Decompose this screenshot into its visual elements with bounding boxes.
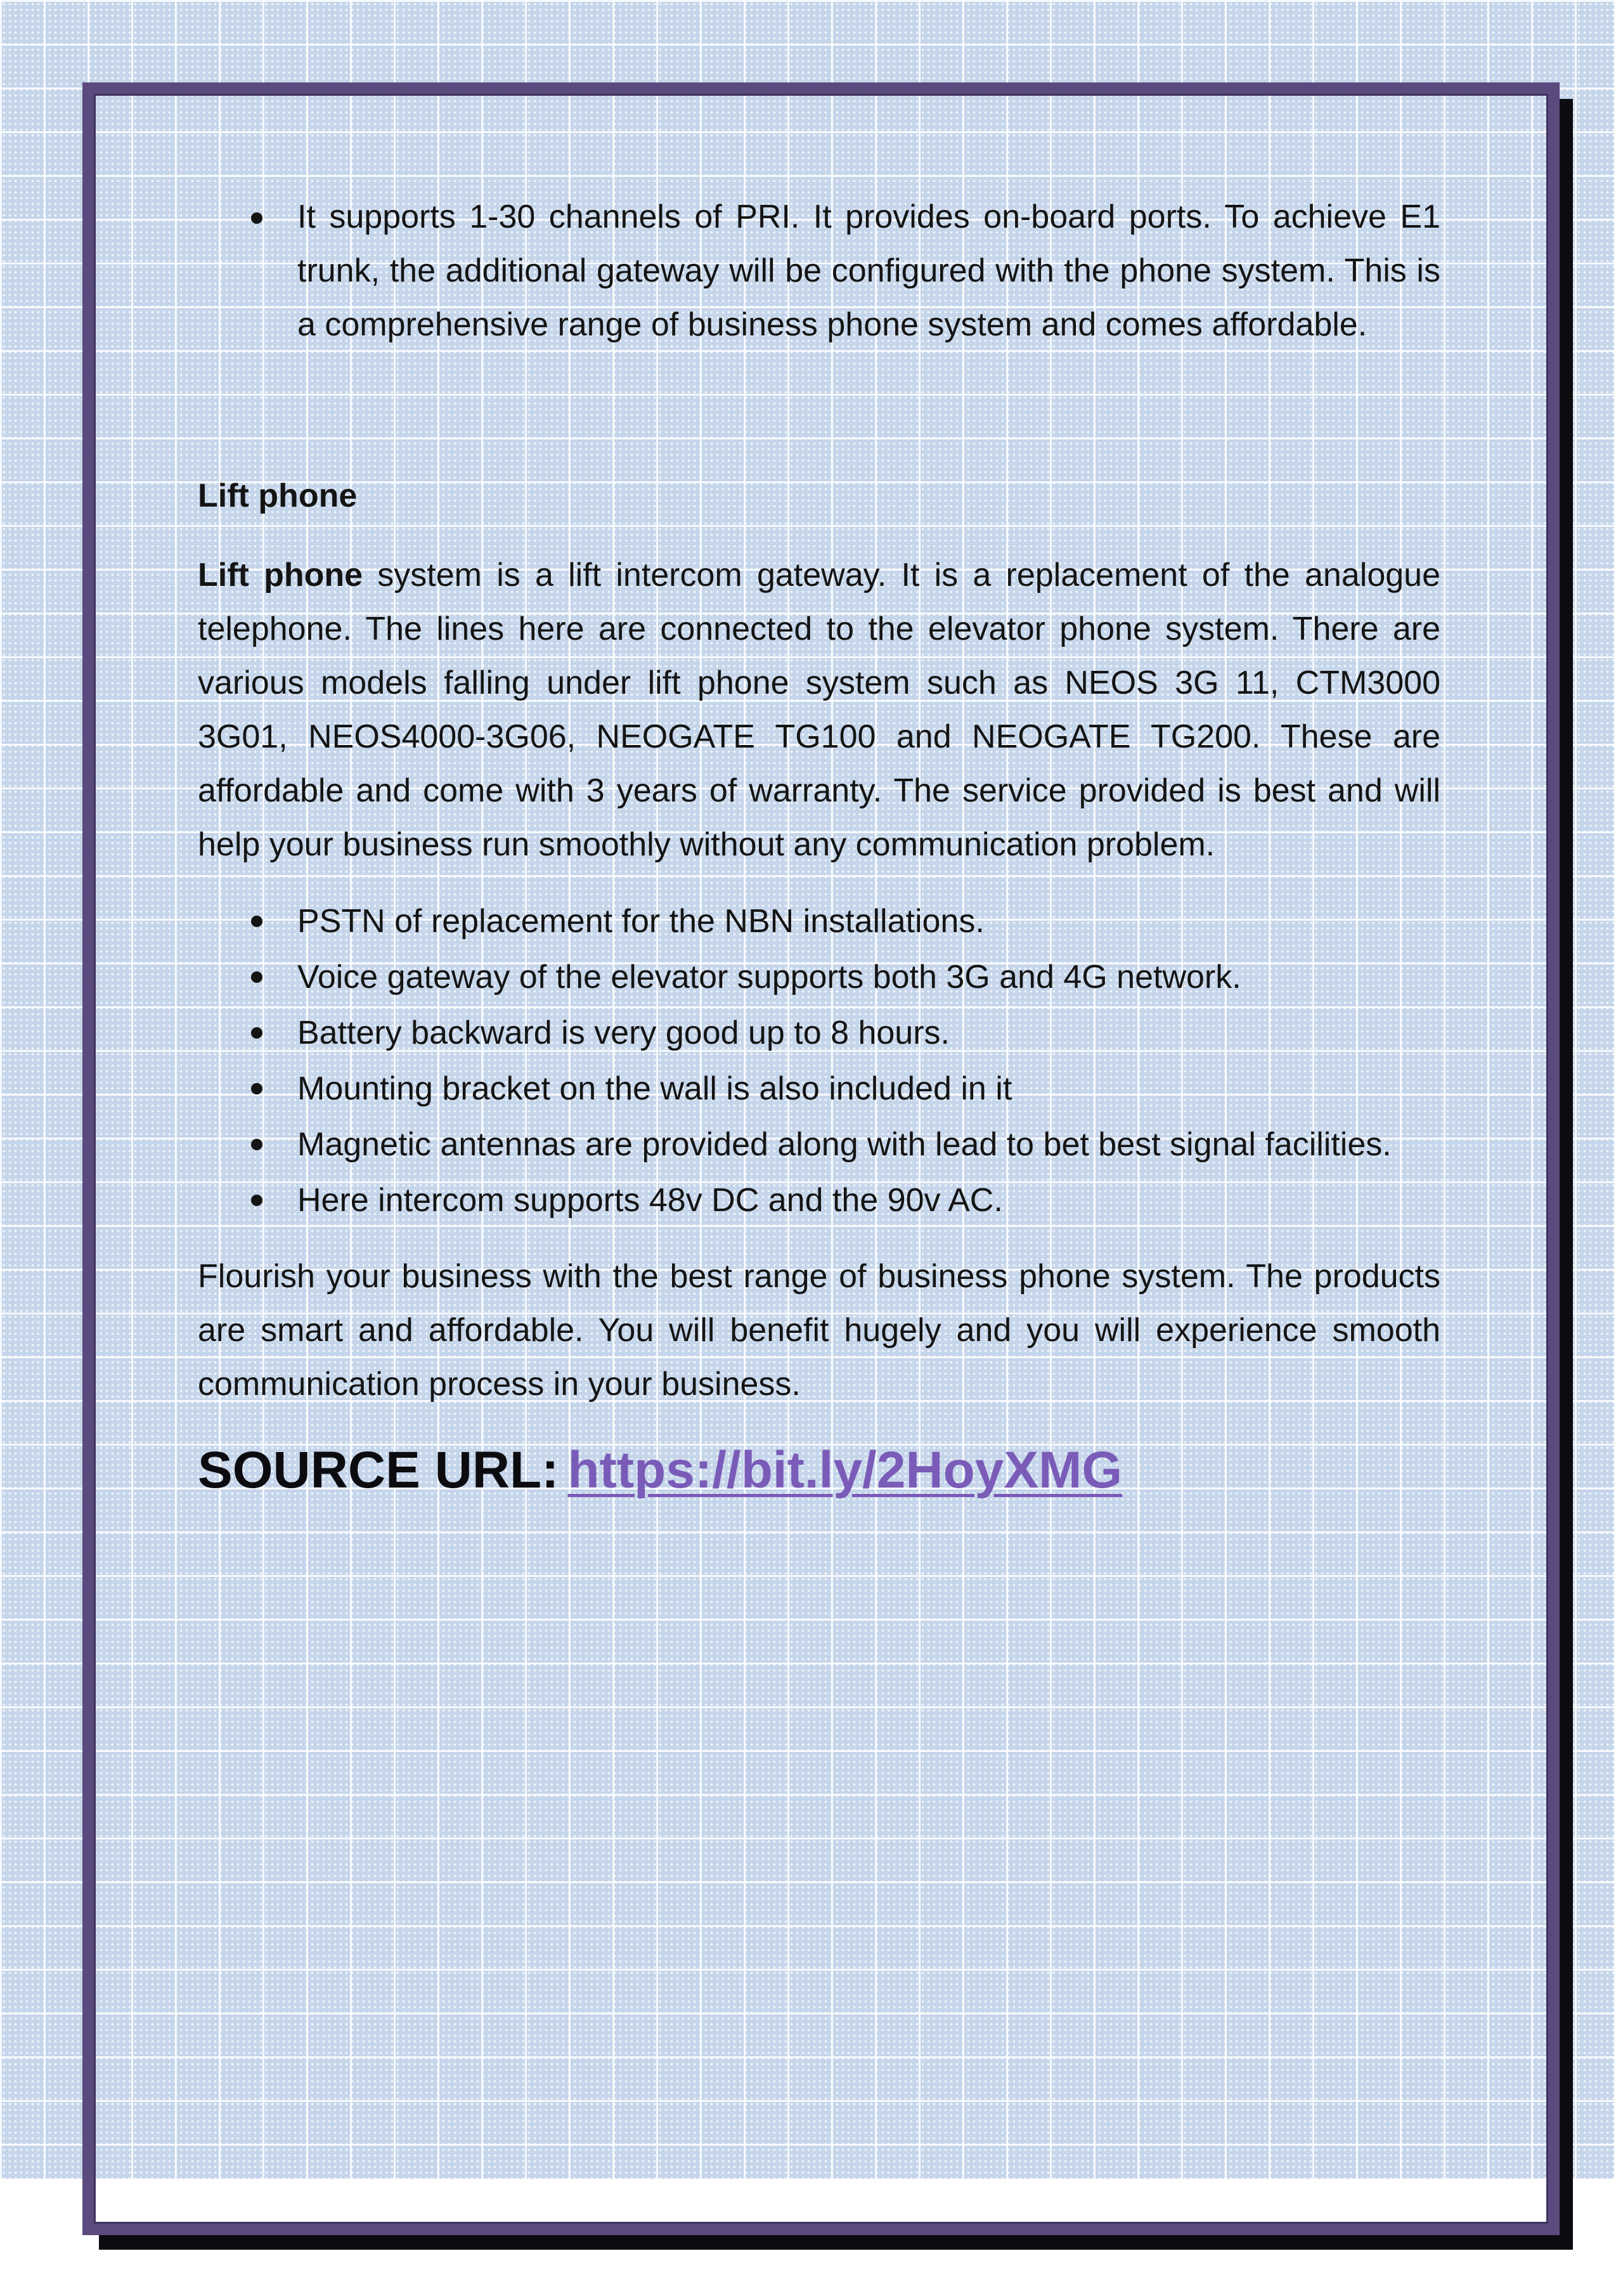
paragraph-text: system is a lift intercom gateway. It is a replacement of the analogue telephone. The lines here are connected to the elevator phone system. There are various models falling under lift phone system such as NEOS 3G 11, CTM3000 3G01, NEOS4000-3G06, NEOGATE TG100 and NEOGATE TG200. These are affordable and come with 3 years of warranty. The service provided is best and will help your business run smoothly without any communication problem. [198, 557, 1440, 863]
intro-bullet-list [198, 190, 1440, 352]
list-item: Here intercom supports 48v DC and the 90v AC. [198, 1172, 1440, 1228]
closing-paragraph: Flourish your business with the best range of business phone system. The products are smart and affordable. You will benefit hugely and you will experience smooth communication process in your business. [198, 1258, 1440, 1403]
document-body [198, 190, 1440, 1505]
list-item: Magnetic antennas are provided along with lead to bet best signal facilities. [198, 1117, 1440, 1172]
list-item: Voice gateway of the elevator supports both 3G and 4G network. [198, 949, 1440, 1005]
lift-phone-bullet-list [198, 893, 1440, 1228]
list-item: Battery backward is very good up to 8 hours. [198, 1005, 1440, 1061]
section-heading-lift-phone: Lift phone [198, 477, 358, 514]
source-url-label: SOURCE URL: [198, 1441, 559, 1499]
lift-phone-paragraph [198, 548, 1440, 872]
list-item: PSTN of replacement for the NBN installations. [198, 893, 1440, 949]
source-url-link[interactable]: https://bit.ly/2HoyXMG [567, 1441, 1123, 1499]
source-url-line [198, 1436, 1440, 1505]
list-item: Mounting bracket on the wall is also included in it [198, 1061, 1440, 1117]
bold-lead-text: Lift phone [198, 557, 363, 593]
list-item: It supports 1-30 channels of PRI. It provides on-board ports. To achieve E1 trunk, the additional gateway will be configured with the phone system. This is a comprehensive range of business phone system and comes affordable. [198, 190, 1440, 352]
